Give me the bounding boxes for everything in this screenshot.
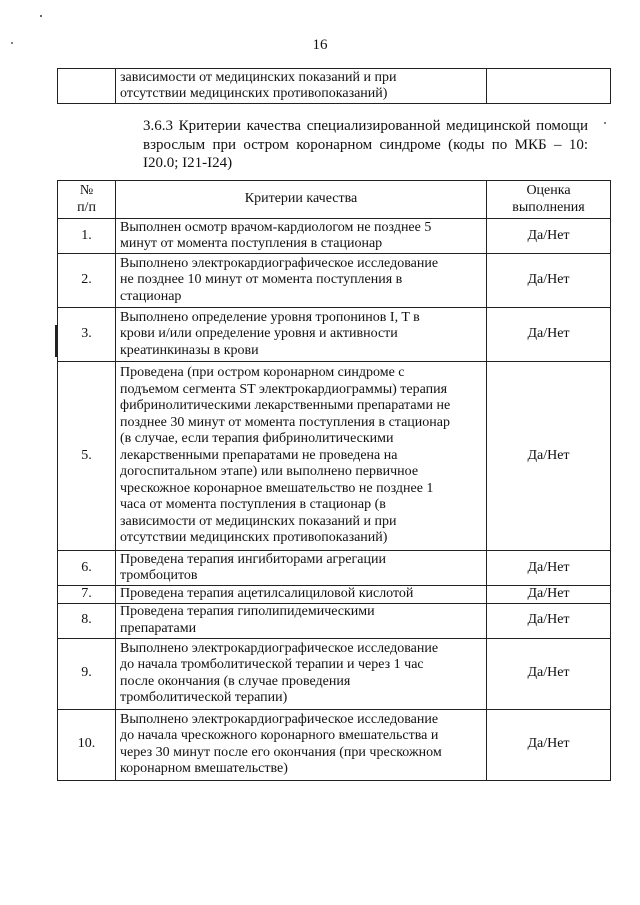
criteria-line: тромболитической терапии)	[120, 690, 288, 705]
table-header-row	[58, 181, 611, 219]
row-number: 2.	[58, 254, 116, 308]
row-number: 6.	[58, 551, 116, 586]
table-row	[58, 586, 611, 604]
row-number: 9.	[58, 638, 116, 709]
criteria-table	[57, 180, 611, 781]
continuation-row	[58, 69, 611, 104]
row-evaluation: Да/Нет	[487, 638, 611, 709]
header-num-line: №	[79, 183, 94, 198]
criteria-line: Проведена терапия ингибиторами агрегации	[120, 551, 386, 567]
criteria-line: Проведена терапия гиполипидемическими	[120, 604, 375, 619]
criteria-line: препаратами	[120, 620, 197, 636]
row-evaluation: Да/Нет	[487, 551, 611, 586]
row-evaluation: Да/Нет	[487, 362, 611, 551]
criteria-line: зависимости от медицинских показаний и при	[120, 513, 397, 529]
row-criteria	[116, 709, 487, 780]
criteria-line: фибринолитическими лекарственными препаратами не	[120, 398, 451, 414]
criteria-line: до начала чрескожного коронарного вмешательства и	[120, 728, 439, 743]
header-criteria: Критерии качества	[116, 181, 487, 219]
header-evaluation	[487, 181, 611, 219]
continuation-table	[57, 68, 611, 104]
table-row	[58, 709, 611, 780]
row-criteria	[116, 254, 487, 308]
row-number: 8.	[58, 603, 116, 638]
row-number: 7.	[58, 586, 116, 604]
row-criteria	[116, 219, 487, 254]
row-number: 3.	[58, 308, 116, 362]
row-evaluation: Да/Нет	[487, 709, 611, 780]
row-evaluation: Да/Нет	[487, 603, 611, 638]
criteria-line: подъемом сегмента ST электрокардиограммы) терапия	[120, 381, 448, 397]
criteria-line: (в случае, если терапия фибринолитическими	[120, 431, 394, 447]
criteria-line: чрескожное коронарное вмешательство не позднее 1	[120, 480, 434, 496]
row-number: 1.	[58, 219, 116, 254]
criteria-line: Проведена (при остром коронарном синдроме с	[120, 365, 405, 381]
criteria-line: крови и/или определение уровня и активности	[120, 326, 398, 342]
table-row	[58, 362, 611, 551]
criteria-body	[58, 219, 611, 781]
criteria-line: отсутствии медицинских противопоказаний)	[120, 530, 388, 546]
continuation-line: отсутствии медицинских противопоказаний)	[120, 86, 388, 101]
row-number: 5.	[58, 362, 116, 551]
criteria-line: лекарственными препаратами не проведена на	[120, 447, 398, 463]
row-number: 10.	[58, 709, 116, 780]
section-heading: 3.6.3 Критерии качества специализированной медицинской помощи взрослым при остром коронарном синдроме (коды по МКБ – 10: I20.0; I21-I24)	[143, 118, 588, 171]
criteria-line: Выполнено электрокардиографическое исследование	[120, 640, 439, 656]
row-evaluation: Да/Нет	[487, 219, 611, 254]
criteria-line: коронарном вмешательстве)	[120, 761, 288, 776]
row-criteria	[116, 362, 487, 551]
criteria-line: тромбоцитов	[120, 568, 198, 583]
criteria-line: Выполнено определение уровня тропонинов I, T в	[120, 309, 420, 325]
criteria-line: минут от момента поступления в стационар	[120, 236, 383, 251]
criteria-line: Выполнено электрокардиографическое исследование	[120, 711, 439, 727]
header-num-line: п/п	[77, 199, 96, 215]
scan-speck	[604, 122, 606, 124]
header-eval-line: выполнения	[512, 199, 585, 215]
criteria-line: Выполнено электрокардиографическое исследование	[120, 255, 439, 271]
criteria-line: креатинкиназы в крови	[120, 342, 259, 358]
row-criteria	[116, 551, 487, 586]
continuation-line: зависимости от медицинских показаний и при	[120, 69, 397, 85]
table-row	[58, 254, 611, 308]
table-row	[58, 603, 611, 638]
header-num	[58, 181, 116, 219]
table-row	[58, 638, 611, 709]
row-evaluation: Да/Нет	[487, 308, 611, 362]
continuation-criteria-cell	[116, 69, 487, 104]
criteria-line: после окончания (в случае проведения	[120, 673, 351, 689]
header-eval-line: Оценка	[526, 183, 571, 198]
continuation-num-cell	[58, 69, 116, 104]
page-number: 16	[312, 37, 328, 53]
criteria-line: часа от момента поступления в стационар (в	[120, 497, 386, 513]
row-criteria	[116, 308, 487, 362]
criteria-line: через 30 минут после его окончания (при чрескожном	[120, 744, 442, 760]
row-criteria	[116, 638, 487, 709]
criteria-line: не позднее 10 минут от момента поступления в	[120, 272, 403, 288]
row-evaluation: Да/Нет	[487, 586, 611, 604]
row-criteria	[116, 603, 487, 638]
criteria-line: Проведена терапия ацетилсалициловой кислотой	[120, 586, 414, 601]
table-row	[58, 551, 611, 586]
scan-speck	[40, 15, 42, 17]
criteria-line: позднее 30 минут от момента поступления в стационар	[120, 414, 450, 430]
criteria-line: до начала тромболитической терапии и через 1 час	[120, 657, 424, 672]
continuation-eval-cell	[487, 69, 611, 104]
criteria-line: стационар	[120, 288, 182, 304]
criteria-line: догоспитальном этапе) или выполнено первичное	[120, 464, 419, 480]
row-evaluation: Да/Нет	[487, 254, 611, 308]
table-row	[58, 308, 611, 362]
criteria-line: Выполнен осмотр врачом-кардиологом не позднее 5	[120, 219, 432, 235]
row-criteria	[116, 586, 487, 604]
table-row	[58, 219, 611, 254]
